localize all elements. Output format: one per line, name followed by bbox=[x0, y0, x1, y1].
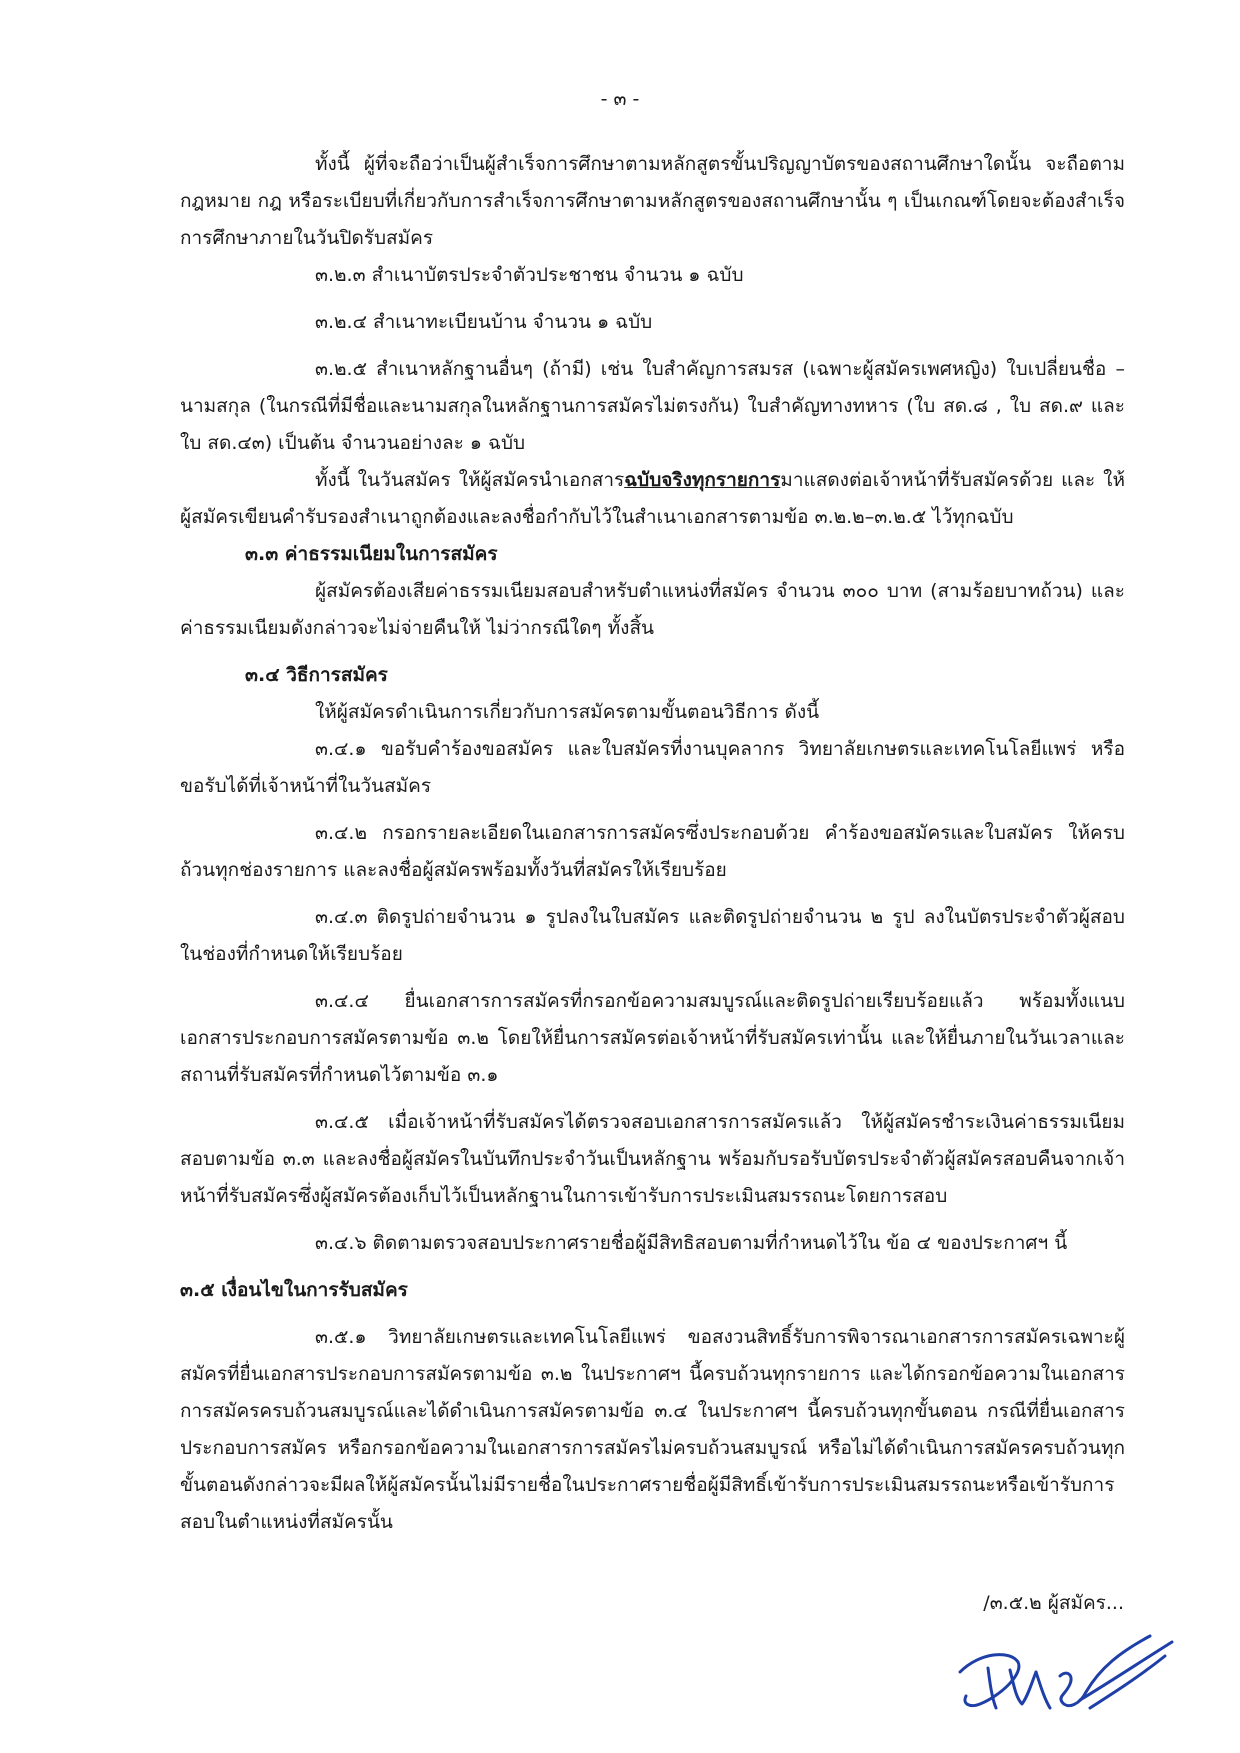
signature-image bbox=[940, 1612, 1180, 1722]
heading-3-5-conditions: ๓.๕ เงื่อนไขในการรับสมัคร bbox=[180, 1279, 408, 1301]
original-documents-emphasis: ฉบับจริงทุกรายการ bbox=[624, 469, 781, 491]
item-3-4-2: ๓.๔.๒ กรอกรายละเอียดในเอกสารการสมัครซึ่งประกอบด้วย คำร้องขอสมัครและใบสมัคร ให้ครบถ้วนทุกช่องรายการ และลงชื่อผู้สมัครพร้อมทั้งวันที่สมัครให้เรียบร้อย bbox=[180, 822, 1125, 881]
item-3-5-1: ๓.๕.๑ วิทยาลัยเกษตรและเทคโนโลยีแพร่ ขอสงวนสิทธิ์รับการพิจารณาเอกสารการสมัครเฉพาะผู้สมัครที่ยื่นเอกสารประกอบการสมัครตามข้อ ๓.๒ ในประกาศฯ นี้ครบถ้วนทุกรายการ และได้กรอกข้อความในเอกสารการสมัครครบถ้วนสมบูรณ์และได้ดำเนินการสมัครตามข้อ ๓.๔ ในประกาศฯ นี้ครบถ้วนทุกขั้นตอน กรณีที่ยื่นเอกสารประกอบการสมัคร หรือกรอกข้อความในเอกสารการสมัครไม่ครบถ้วนสมบูรณ์ หรือไม่ได้ดำเนินการสมัครครบถ้วนทุกขั้นตอนดังกล่าวจะมีผลให้ผู้สมัครนั้นไม่มีรายชื่อในประกาศรายชื่อผู้มีสิทธิ์เข้ารับการประเมินสมรรถนะหรือเข้ารับการสอบในตำแหน่งที่สมัครนั้น bbox=[180, 1326, 1125, 1533]
item-3-4-1: ๓.๔.๑ ขอรับคำร้องขอสมัคร และใบสมัครที่งานบุคลากร วิทยาลัยเกษตรและเทคโนโลยีแพร่ หรือขอรับได้ที่เจ้าหน้าที่ในวันสมัคร bbox=[180, 738, 1125, 797]
paragraph-3-3-fee: ผู้สมัครต้องเสียค่าธรรมเนียมสอบสำหรับตำแหน่งที่สมัคร จำนวน ๓๐๐ บาท (สามร้อยบาทถ้วน) และค่าธรรมเนียมดังกล่าวจะไม่จ่ายคืนให้ ไม่ว่ากรณีใดๆ ทั้งสิ้น bbox=[180, 580, 1125, 639]
page-number: - ๓ - bbox=[600, 88, 640, 110]
continuation-marker: /๓.๕.๒ ผู้สมัคร... bbox=[983, 1592, 1124, 1614]
item-3-4-4: ๓.๔.๔ ยื่นเอกสารการสมัครที่กรอกข้อความสมบูรณ์และติดรูปถ่ายเรียบร้อยแล้ว พร้อมทั้งแนบเอกสารประกอบการสมัครตามข้อ ๓.๒ โดยให้ยื่นการสมัครต่อเจ้าหน้าที่รับสมัครเท่านั้น และให้ยื่นภายในวันเวลาและสถานที่รับสมัครที่กำหนดไว้ตามข้อ ๓.๑ bbox=[180, 990, 1125, 1086]
item-3-2-3: ๓.๒.๓ สำเนาบัตรประจำตัวประชาชน จำนวน ๑ ฉบับ bbox=[315, 264, 744, 286]
item-3-2-4: ๓.๒.๔ สำเนาทะเบียนบ้าน จำนวน ๑ ฉบับ bbox=[315, 311, 653, 333]
paragraph-graduation-criteria: ทั้งนี้ ผู้ที่จะถือว่าเป็นผู้สำเร็จการศึกษาตามหลักสูตรขั้นปริญญาบัตรของสถานศึกษาใดนั้น จะถือตามกฎหมาย กฎ หรือระเบียบที่เกี่ยวกับการสำเร็จการศึกษาตามหลักสูตรของสถานศึกษานั้น ๆ เป็นเกณฑ์โดยจะต้องสำเร็จการศึกษาภายในวันปิดรับสมัคร bbox=[180, 153, 1125, 249]
heading-3-4-method: ๓.๔ วิธีการสมัคร bbox=[245, 664, 388, 686]
document-body bbox=[180, 146, 1125, 1541]
paragraph-original-documents bbox=[180, 462, 1125, 536]
item-3-4-6: ๓.๔.๖ ติดตามตรวจสอบประกาศรายชื่อผู้มีสิทธิสอบตามที่กำหนดไว้ใน ข้อ ๔ ของประกาศฯ นี้ bbox=[315, 1232, 1068, 1254]
paragraph-3-4-intro: ให้ผู้สมัครดำเนินการเกี่ยวกับการสมัครตามขั้นตอนวิธีการ ดังนี้ bbox=[315, 701, 820, 723]
item-3-4-5: ๓.๔.๕ เมื่อเจ้าหน้าที่รับสมัครได้ตรวจสอบเอกสารการสมัครแล้ว ให้ผู้สมัครชำระเงินค่าธรรมเนียมสอบตามข้อ ๓.๓ และลงชื่อผู้สมัครในบันทึกประจำวันเป็นหลักฐาน พร้อมกับรอรับบัตรประจำตัวผู้สมัครสอบคืนจากเจ้าหน้าที่รับสมัครซึ่งผู้สมัครต้องเก็บไว้เป็นหลักฐานในการเข้ารับการประเมินสมรรถนะโดยการสอบ bbox=[180, 1111, 1125, 1207]
original-documents-text-a: ทั้งนี้ ในวันสมัคร ให้ผู้สมัครนำเอกสาร bbox=[315, 469, 625, 491]
original-documents-text-b: มาแสดงต่อเจ้าหน้าที่รับสมัครด้วย และ ให้ผู้สมัครเขียนคำรับรองสำเนาถูกต้องและลงชื่อกำกับไว้ในสำเนาเอกสารตามข้อ ๓.๒.๒–๓.๒.๕ ไว้ทุกฉบับ bbox=[180, 469, 1125, 528]
heading-3-3-fee: ๓.๓ ค่าธรรมเนียมในการสมัคร bbox=[245, 543, 498, 565]
item-3-2-5: ๓.๒.๕ สำเนาหลักฐานอื่นๆ (ถ้ามี) เช่น ใบสำคัญการสมรส (เฉพาะผู้สมัครเพศหญิง) ใบเปลี่ยนชื่อ – นามสกุล (ในกรณีที่มีชื่อและนามสกุลในหลักฐานการสมัครไม่ตรงกัน) ใบสำคัญทางทหาร (ใบ สด.๘ , ใบ สด.๙ และใบ สด.๔๓) เป็นต้น จำนวนอย่างละ ๑ ฉบับ bbox=[180, 358, 1125, 454]
item-3-4-3: ๓.๔.๓ ติดรูปถ่ายจำนวน ๑ รูปลงในใบสมัคร และติดรูปถ่ายจำนวน ๒ รูป ลงในบัตรประจำตัวผู้สอบในช่องที่กำหนดให้เรียบร้อย bbox=[180, 906, 1125, 965]
